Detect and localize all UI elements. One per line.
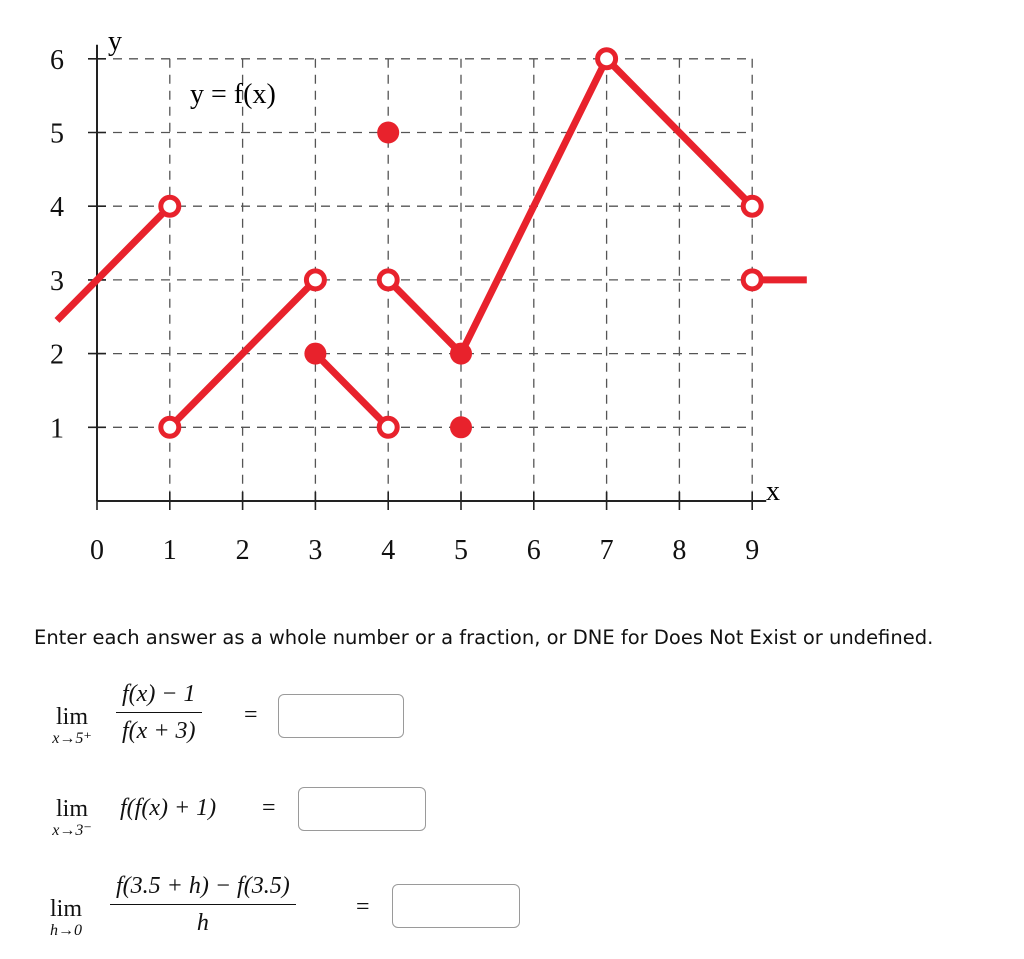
- limit-word: lim: [55, 704, 88, 730]
- fraction-numerator: f(x) − 1: [122, 681, 196, 707]
- x-tick-label: 4: [381, 535, 396, 566]
- limit-operator: [36, 796, 108, 840]
- limit-word: lim: [49, 896, 82, 922]
- open-point: [161, 197, 179, 215]
- open-point: [379, 418, 397, 436]
- open-point: [379, 271, 397, 289]
- x-tick-label: 1: [162, 535, 177, 566]
- answer-input-3[interactable]: [392, 884, 520, 928]
- answer-input-2[interactable]: [298, 787, 426, 831]
- x-axis-label: x: [766, 476, 780, 507]
- limit-subscript: h→0: [50, 922, 82, 939]
- graph-segment: [57, 206, 170, 320]
- open-point: [743, 271, 761, 289]
- y-tick-label: 2: [50, 339, 64, 371]
- y-tick-label: 1: [50, 413, 64, 445]
- x-tick-label: 8: [672, 535, 687, 566]
- grid-lines: [97, 59, 752, 501]
- x-tick-label: 9: [745, 535, 760, 566]
- limit-operator: [30, 896, 102, 940]
- open-point: [598, 50, 616, 68]
- open-point: [161, 418, 179, 436]
- closed-point: [450, 416, 472, 438]
- limit-operator: [36, 704, 108, 748]
- axes: [97, 45, 766, 501]
- fraction-denominator: h: [196, 910, 209, 936]
- open-point: [743, 197, 761, 215]
- y-tick-label: 5: [50, 118, 64, 150]
- ticks: [50, 45, 759, 566]
- answer-input-1[interactable]: [278, 694, 404, 738]
- limit-fraction: [116, 680, 202, 745]
- equals-sign: =: [356, 894, 370, 920]
- x-tick-label: 2: [235, 535, 250, 566]
- closed-point: [450, 343, 472, 365]
- equals-sign: =: [262, 795, 276, 821]
- equals-sign: =: [244, 702, 258, 728]
- x-tick-label: 3: [308, 535, 323, 566]
- y-tick-label: 4: [50, 192, 64, 224]
- limit-fraction: [110, 872, 296, 937]
- chart-title: y = f(x): [190, 79, 276, 110]
- limit-expression: f(f(x) + 1): [120, 795, 217, 821]
- fraction-numerator: f(3.5 + h) − f(3.5): [116, 873, 290, 899]
- x-tick-label: 7: [599, 535, 614, 566]
- closed-point: [377, 122, 399, 144]
- limit-word: lim: [55, 796, 88, 822]
- y-tick-label: 3: [50, 265, 64, 297]
- x-tick-label: 0: [90, 535, 104, 566]
- instructions-text: Enter each answer as a whole number or a fraction, or DNE for Does Not Exist or undefined.: [34, 626, 934, 649]
- y-tick-label: 6: [50, 44, 64, 76]
- x-tick-label: 5: [454, 535, 468, 566]
- fraction-denominator: f(x + 3): [122, 718, 196, 744]
- closed-point: [304, 343, 326, 365]
- open-point: [306, 271, 324, 289]
- limit-subscript: x→5⁺: [52, 730, 92, 747]
- y-axis-label: y: [108, 26, 122, 57]
- limit-subscript: x→3⁻: [52, 822, 92, 839]
- x-tick-label: 6: [526, 535, 541, 566]
- graph-segment: [315, 354, 388, 428]
